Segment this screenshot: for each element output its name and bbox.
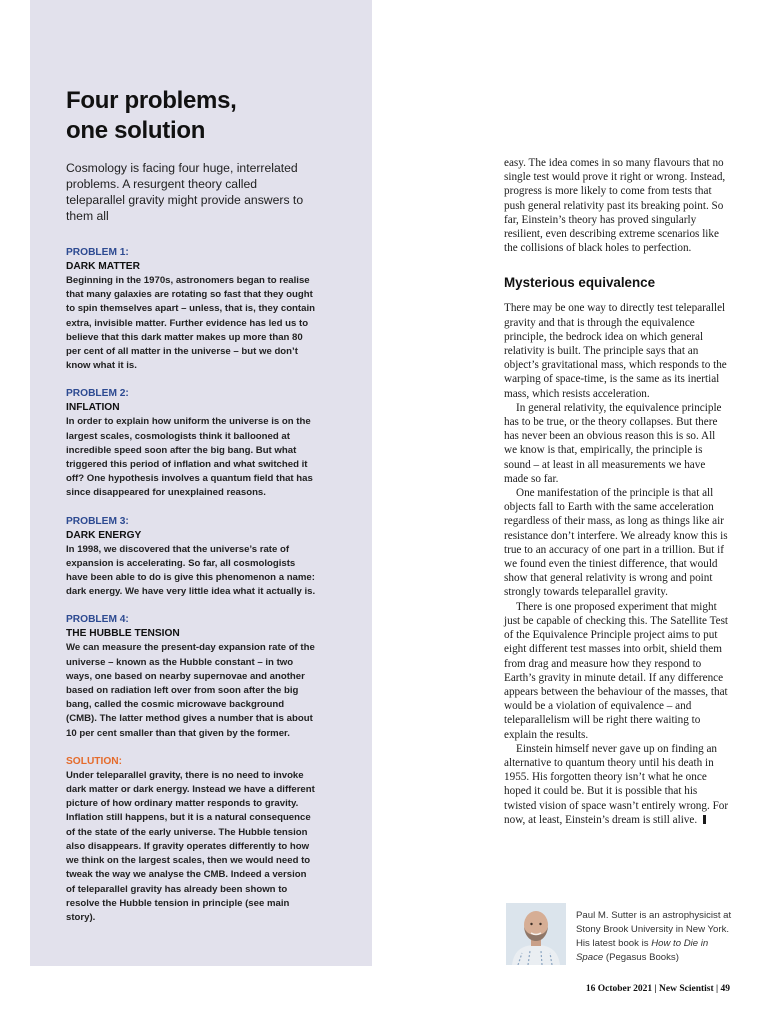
article-paragraph: easy. The idea comes in so many flavours that no single test would prove it right or wrong. Instead, progress is more likely to come from tests that push general relativity past its breaking point. So far, Einstein’s theory has proved singularly resilient, even describing extreme scenarios like the collisions of black holes to perfection. xyxy=(504,157,726,255)
box-intro: Cosmology is facing four huge, interrelated problems. A resurgent theory called teleparallel gravity might provide answers to them all xyxy=(66,161,304,223)
issue-date: 16 October 2021 xyxy=(585,984,653,994)
problem-name: INFLATION xyxy=(66,402,120,414)
author-portrait-icon xyxy=(506,903,566,965)
article-subhead: Mysterious equivalence xyxy=(504,275,656,291)
solution-body: Under teleparallel gravity, there is no need to invoke dark matter or dark energy. Instead we have a different picture of how ordinary matter responds to gravity. Inflation still happens, but it is a natural consequence of the state of the early universe. The Hubble tension also disappears. If gravity operates differently to how we think on the largest scales, then we would need to tweak the way we analyse the CMB. Indeed a version of teleparallel gravity has already been shown to resolve the Hubble tension in principle (see main story). xyxy=(66,769,315,923)
page-number: 49 xyxy=(720,984,730,994)
problem-body: In 1998, we discovered that the universe’s rate of expansion is accelerating. So far, all cosmologists have been able to do is give this phenomenon a name: dark energy. We have very little idea what it actually is. xyxy=(66,543,316,598)
problem-4 xyxy=(66,613,316,740)
problem-body: We can measure the present-day expansion rate of the universe – known as the Hubble constant – in two ways, one based on nearby supernovae and another based on radiation left over from soon after the big bang, called the cosmic microwave background (CMB). The latter method gives a number that is about 10 per cent smaller than that given by the former. xyxy=(66,642,315,739)
problem-2 xyxy=(66,387,316,500)
solution-label: SOLUTION: xyxy=(66,755,123,767)
problem-name: THE HUBBLE TENSION xyxy=(66,628,180,640)
problem-label: PROBLEM 1: xyxy=(66,247,129,258)
footer-separator: | xyxy=(654,984,657,994)
author-bio-publisher: (Pegasus Books) xyxy=(603,952,679,963)
problem-body: Beginning in the 1970s, astronomers began to realise that many galaxies are rotating so fast that they ought to spin themselves apart – unless, that is, they contain extra, invisible matter. Further evidence has led us to believe that this dark matter makes up more than 80 per cent of all matter in the universe – but we don’t know what it is. xyxy=(66,275,315,372)
article-paragraph: One manifestation of the principle is that all objects fall to Earth with the same acceleration regardless of their mass, as long as things like air resistance don’t interfere. We already know this is true to an accuracy of one part in a trillion. But if we found even the tiniest difference, that would show that general relativity is wrong and point strongly towards teleparallel gravity. xyxy=(504,487,728,599)
article-paragraph: In general relativity, the equivalence principle has to be true, or the theory collapses. But there has never been an obvious reason this is so. All we know is that, empirically, the principle is sound – at least in all measurements we have made so far. xyxy=(504,401,722,485)
author-box xyxy=(506,903,738,967)
author-bio-text: Paul M. Sutter is an astrophysicist at Stony Brook University in New York. His latest book is xyxy=(576,910,732,949)
article-paragraph: There may be one way to directly test teleparallel gravity and that is through the equivalence principle, the bedrock idea on which general relativity is built. The principle says that an object’s gravitational mass, which responds to the warping of space-time, is the same as its inertial mass, which resists acceleration. xyxy=(504,302,727,400)
solution xyxy=(66,755,316,925)
end-mark-icon xyxy=(703,815,706,824)
author-bio xyxy=(576,909,738,965)
problem-3 xyxy=(66,515,316,600)
problem-1 xyxy=(66,246,316,373)
author-photo xyxy=(506,903,566,965)
sidebar-box xyxy=(30,0,372,966)
sidebar-content xyxy=(66,86,316,939)
problem-name: DARK ENERGY xyxy=(66,529,142,541)
page-footer xyxy=(586,984,730,994)
article-paragraph-last xyxy=(504,742,730,827)
article-column xyxy=(504,156,730,827)
problem-body: In order to explain how uniform the universe is on the largest scales, cosmologists think it ballooned at incredible speed soon after the big bang. But what triggered this period of inflation and what switched it off? One hypothesis involves a quantum field that has since disappeared for unexplained reasons. xyxy=(66,416,313,499)
publication-name: New Scientist xyxy=(659,984,714,994)
box-title: Four problems, one solution xyxy=(66,87,237,144)
article-text: Einstein himself never gave up on finding an alternative to quantum theory until his death in 1955. His forgotten theory isn’t what he once hoped it could be. But it is possible that his twisted vision of space wasn’t entirely wrong. For now, at least, Einstein’s dream is still alive. xyxy=(504,742,729,826)
problem-name: DARK MATTER xyxy=(66,261,140,272)
problem-label: PROBLEM 4: xyxy=(66,614,129,626)
book-title: How to Die in Space xyxy=(576,938,709,963)
footer-separator: | xyxy=(716,984,719,994)
article-paragraph: There is one proposed experiment that might just be capable of checking this. The Satellite Test of the Equivalence Principle project aims to put eight different test masses into orbit, shield them from drag and measure how they respond to Earth’s gravity in minute detail. If any difference appears between the behaviour of the masses, that would be a violation of equivalence – and teleparallelism will be right there waiting to explain the results. xyxy=(504,600,729,741)
problem-label: PROBLEM 3: xyxy=(66,515,129,527)
problem-label: PROBLEM 2: xyxy=(66,388,129,400)
